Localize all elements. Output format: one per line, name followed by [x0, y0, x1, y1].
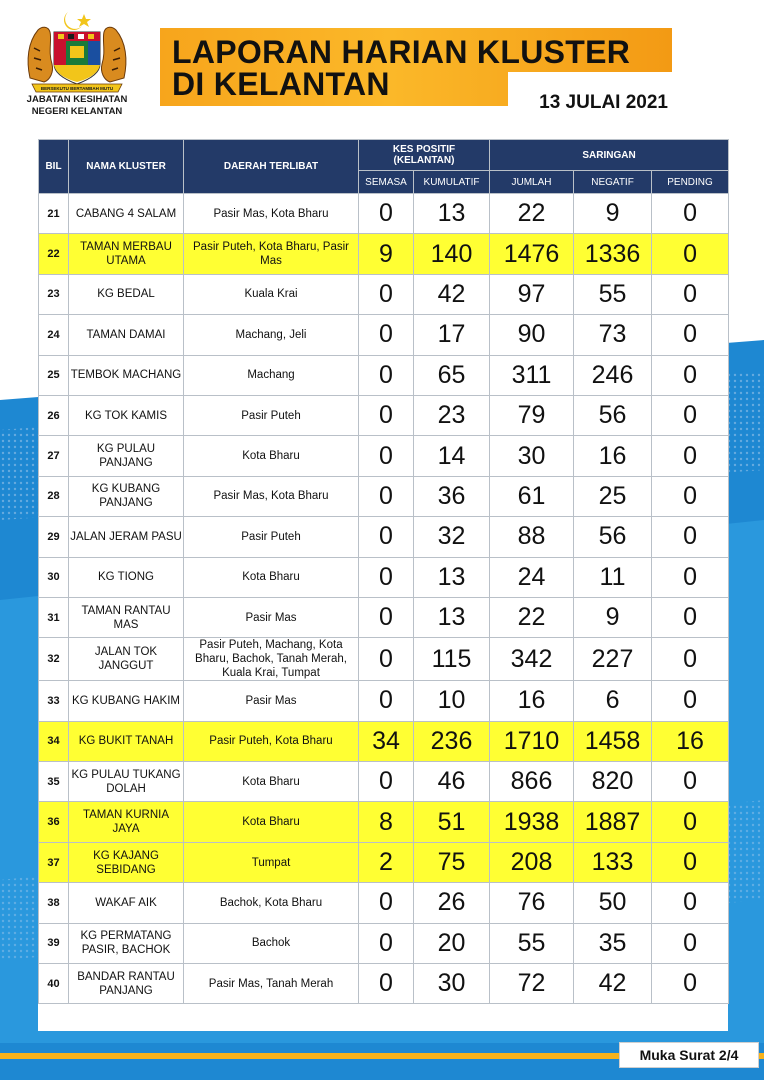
table-body: [39, 194, 729, 1004]
row-nama-kluster: KG TIONG: [69, 557, 184, 597]
row-pending: 0: [652, 517, 729, 557]
row-pending: 0: [652, 762, 729, 802]
row-nama-kluster: CABANG 4 SALAM: [69, 194, 184, 234]
row-pending: 0: [652, 234, 729, 274]
row-pending: 0: [652, 681, 729, 721]
row-bil: 38: [39, 883, 69, 923]
row-jumlah: 866: [490, 762, 574, 802]
row-kumulatif: 36: [414, 476, 490, 516]
header-daerah-terlibat: DAERAH TERLIBAT: [184, 140, 359, 194]
row-semasa: 0: [359, 436, 414, 476]
row-pending: 16: [652, 721, 729, 761]
row-negatif: 50: [574, 883, 652, 923]
row-daerah-terlibat: Tumpat: [184, 842, 359, 882]
department-line-1: JABATAN KESIHATAN: [26, 94, 128, 105]
row-semasa: 0: [359, 355, 414, 395]
header-kes-positif: [359, 140, 490, 171]
row-semasa: 0: [359, 557, 414, 597]
table-row: [39, 762, 729, 802]
row-kumulatif: 17: [414, 315, 490, 355]
row-bil: 22: [39, 234, 69, 274]
row-bil: 29: [39, 517, 69, 557]
table-row: [39, 517, 729, 557]
row-daerah-terlibat: Pasir Puteh, Machang, Kota Bharu, Bachok, Tanah Merah, Kuala Krai, Tumpat: [184, 638, 359, 681]
table-row: [39, 234, 729, 274]
row-daerah-terlibat: Machang: [184, 355, 359, 395]
row-daerah-terlibat: Kota Bharu: [184, 762, 359, 802]
row-jumlah: 61: [490, 476, 574, 516]
header-nama-kluster: NAMA KLUSTER: [69, 140, 184, 194]
row-negatif: 820: [574, 762, 652, 802]
row-jumlah: 24: [490, 557, 574, 597]
row-bil: 28: [39, 476, 69, 516]
row-nama-kluster: TAMAN RANTAU MAS: [69, 597, 184, 637]
row-semasa: 0: [359, 597, 414, 637]
row-pending: 0: [652, 274, 729, 314]
row-semasa: 0: [359, 315, 414, 355]
table-row: [39, 597, 729, 637]
row-kumulatif: 23: [414, 395, 490, 435]
row-daerah-terlibat: Pasir Mas, Kota Bharu: [184, 194, 359, 234]
row-kumulatif: 10: [414, 681, 490, 721]
row-jumlah: 1710: [490, 721, 574, 761]
coat-of-arms-logo: [22, 8, 132, 94]
row-bil: 40: [39, 964, 69, 1004]
row-pending: 0: [652, 436, 729, 476]
row-semasa: 0: [359, 923, 414, 963]
row-daerah-terlibat: Machang, Jeli: [184, 315, 359, 355]
table-row: [39, 315, 729, 355]
row-negatif: 9: [574, 194, 652, 234]
header-kumulatif: KUMULATIF: [414, 171, 490, 194]
row-kumulatif: 51: [414, 802, 490, 842]
row-bil: 30: [39, 557, 69, 597]
row-nama-kluster: BANDAR RANTAU PANJANG: [69, 964, 184, 1004]
row-jumlah: 342: [490, 638, 574, 681]
header-jumlah: JUMLAH: [490, 171, 574, 194]
row-negatif: 73: [574, 315, 652, 355]
page-number-label: Muka Surat 2/4: [619, 1042, 759, 1068]
row-pending: 0: [652, 315, 729, 355]
row-pending: 0: [652, 883, 729, 923]
row-semasa: 0: [359, 274, 414, 314]
row-kumulatif: 75: [414, 842, 490, 882]
row-daerah-terlibat: Pasir Puteh: [184, 517, 359, 557]
cluster-table: [38, 139, 729, 1004]
row-negatif: 56: [574, 395, 652, 435]
row-pending: 0: [652, 557, 729, 597]
table-row: [39, 194, 729, 234]
row-jumlah: 79: [490, 395, 574, 435]
row-daerah-terlibat: Pasir Mas: [184, 597, 359, 637]
row-negatif: 6: [574, 681, 652, 721]
row-nama-kluster: KG PULAU TUKANG DOLAH: [69, 762, 184, 802]
row-semasa: 0: [359, 762, 414, 802]
table-row: [39, 355, 729, 395]
header-kes-positif-line-2: (KELANTAN): [393, 155, 455, 166]
row-bil: 31: [39, 597, 69, 637]
row-semasa: 0: [359, 194, 414, 234]
row-negatif: 1336: [574, 234, 652, 274]
table-row: [39, 557, 729, 597]
row-jumlah: 16: [490, 681, 574, 721]
row-jumlah: 208: [490, 842, 574, 882]
row-jumlah: 88: [490, 517, 574, 557]
table-row: [39, 638, 729, 681]
row-daerah-terlibat: Pasir Puteh, Kota Bharu, Pasir Mas: [184, 234, 359, 274]
row-jumlah: 22: [490, 194, 574, 234]
row-jumlah: 76: [490, 883, 574, 923]
row-negatif: 25: [574, 476, 652, 516]
row-pending: 0: [652, 923, 729, 963]
row-pending: 0: [652, 355, 729, 395]
row-pending: 0: [652, 638, 729, 681]
row-daerah-terlibat: Pasir Puteh: [184, 395, 359, 435]
row-jumlah: 55: [490, 923, 574, 963]
cluster-table-container: [38, 139, 728, 1031]
row-bil: 36: [39, 802, 69, 842]
row-bil: 37: [39, 842, 69, 882]
row-negatif: 227: [574, 638, 652, 681]
row-semasa: 34: [359, 721, 414, 761]
row-bil: 35: [39, 762, 69, 802]
row-daerah-terlibat: Kuala Krai: [184, 274, 359, 314]
table-row: [39, 802, 729, 842]
row-daerah-terlibat: Bachok, Kota Bharu: [184, 883, 359, 923]
row-daerah-terlibat: Kota Bharu: [184, 557, 359, 597]
table-row: [39, 395, 729, 435]
report-date: 13 JULAI 2021: [539, 92, 668, 113]
table-row: [39, 842, 729, 882]
row-nama-kluster: JALAN JERAM PASU: [69, 517, 184, 557]
table-row: [39, 964, 729, 1004]
header-kes-positif-line-1: KES POSITIF: [392, 144, 456, 155]
crest-motto: BERSEKUTU BERTAMBAH MUTU: [40, 86, 114, 91]
title-line-2: DI KELANTAN: [172, 66, 390, 102]
row-negatif: 133: [574, 842, 652, 882]
table-row: [39, 476, 729, 516]
row-kumulatif: 236: [414, 721, 490, 761]
row-jumlah: 1938: [490, 802, 574, 842]
row-nama-kluster: KG KUBANG PANJANG: [69, 476, 184, 516]
row-jumlah: 90: [490, 315, 574, 355]
row-kumulatif: 13: [414, 194, 490, 234]
header-bil: BIL: [39, 140, 69, 194]
table-row: [39, 923, 729, 963]
row-semasa: 2: [359, 842, 414, 882]
row-pending: 0: [652, 597, 729, 637]
header-semasa: SEMASA: [359, 171, 414, 194]
row-jumlah: 1476: [490, 234, 574, 274]
row-jumlah: 97: [490, 274, 574, 314]
row-kumulatif: 115: [414, 638, 490, 681]
row-jumlah: 72: [490, 964, 574, 1004]
row-nama-kluster: KG TOK KAMIS: [69, 395, 184, 435]
row-semasa: 0: [359, 395, 414, 435]
row-daerah-terlibat: Pasir Mas, Tanah Merah: [184, 964, 359, 1004]
row-bil: 34: [39, 721, 69, 761]
row-daerah-terlibat: Pasir Mas, Kota Bharu: [184, 476, 359, 516]
row-bil: 23: [39, 274, 69, 314]
row-pending: 0: [652, 842, 729, 882]
row-semasa: 0: [359, 476, 414, 516]
row-bil: 24: [39, 315, 69, 355]
row-jumlah: 30: [490, 436, 574, 476]
row-pending: 0: [652, 476, 729, 516]
row-pending: 0: [652, 802, 729, 842]
row-nama-kluster: KG BEDAL: [69, 274, 184, 314]
row-kumulatif: 14: [414, 436, 490, 476]
row-negatif: 42: [574, 964, 652, 1004]
header-saringan: SARINGAN: [490, 140, 729, 171]
row-negatif: 246: [574, 355, 652, 395]
row-negatif: 11: [574, 557, 652, 597]
row-kumulatif: 46: [414, 762, 490, 802]
row-kumulatif: 32: [414, 517, 490, 557]
title-line-1: LAPORAN HARIAN KLUSTER: [172, 34, 631, 70]
row-nama-kluster: TAMAN DAMAI: [69, 315, 184, 355]
row-bil: 32: [39, 638, 69, 681]
header-pending: PENDING: [652, 171, 729, 194]
row-bil: 21: [39, 194, 69, 234]
row-bil: 25: [39, 355, 69, 395]
row-nama-kluster: WAKAF AIK: [69, 883, 184, 923]
row-nama-kluster: KG KAJANG SEBIDANG: [69, 842, 184, 882]
row-kumulatif: 42: [414, 274, 490, 314]
row-bil: 26: [39, 395, 69, 435]
row-nama-kluster: TAMAN KURNIA JAYA: [69, 802, 184, 842]
row-kumulatif: 13: [414, 557, 490, 597]
row-semasa: 0: [359, 964, 414, 1004]
row-kumulatif: 20: [414, 923, 490, 963]
row-kumulatif: 13: [414, 597, 490, 637]
row-daerah-terlibat: Bachok: [184, 923, 359, 963]
row-kumulatif: 26: [414, 883, 490, 923]
row-pending: 0: [652, 964, 729, 1004]
row-negatif: 35: [574, 923, 652, 963]
row-nama-kluster: KG BUKIT TANAH: [69, 721, 184, 761]
row-semasa: 0: [359, 681, 414, 721]
row-nama-kluster: KG KUBANG HAKIM: [69, 681, 184, 721]
row-negatif: 56: [574, 517, 652, 557]
row-jumlah: 22: [490, 597, 574, 637]
row-bil: 33: [39, 681, 69, 721]
row-pending: 0: [652, 395, 729, 435]
row-daerah-terlibat: Pasir Mas: [184, 681, 359, 721]
row-semasa: 9: [359, 234, 414, 274]
row-nama-kluster: TAMAN MERBAU UTAMA: [69, 234, 184, 274]
row-negatif: 55: [574, 274, 652, 314]
row-nama-kluster: KG PERMATANG PASIR, BACHOK: [69, 923, 184, 963]
row-kumulatif: 30: [414, 964, 490, 1004]
row-semasa: 0: [359, 883, 414, 923]
table-row: [39, 721, 729, 761]
row-negatif: 1458: [574, 721, 652, 761]
row-jumlah: 311: [490, 355, 574, 395]
row-negatif: 9: [574, 597, 652, 637]
table-row: [39, 883, 729, 923]
row-nama-kluster: TEMBOK MACHANG: [69, 355, 184, 395]
row-negatif: 1887: [574, 802, 652, 842]
row-semasa: 8: [359, 802, 414, 842]
row-nama-kluster: KG PULAU PANJANG: [69, 436, 184, 476]
row-semasa: 0: [359, 638, 414, 681]
row-kumulatif: 140: [414, 234, 490, 274]
table-row: [39, 681, 729, 721]
row-nama-kluster: JALAN TOK JANGGUT: [69, 638, 184, 681]
row-kumulatif: 65: [414, 355, 490, 395]
row-bil: 27: [39, 436, 69, 476]
department-line-2: NEGERI KELANTAN: [31, 106, 123, 117]
table-row: [39, 436, 729, 476]
row-semasa: 0: [359, 517, 414, 557]
department-name: [10, 94, 144, 118]
row-bil: 39: [39, 923, 69, 963]
row-pending: 0: [652, 194, 729, 234]
table-row: [39, 274, 729, 314]
row-daerah-terlibat: Kota Bharu: [184, 802, 359, 842]
row-daerah-terlibat: Kota Bharu: [184, 436, 359, 476]
header-negatif: NEGATIF: [574, 171, 652, 194]
row-negatif: 16: [574, 436, 652, 476]
row-daerah-terlibat: Pasir Puteh, Kota Bharu: [184, 721, 359, 761]
